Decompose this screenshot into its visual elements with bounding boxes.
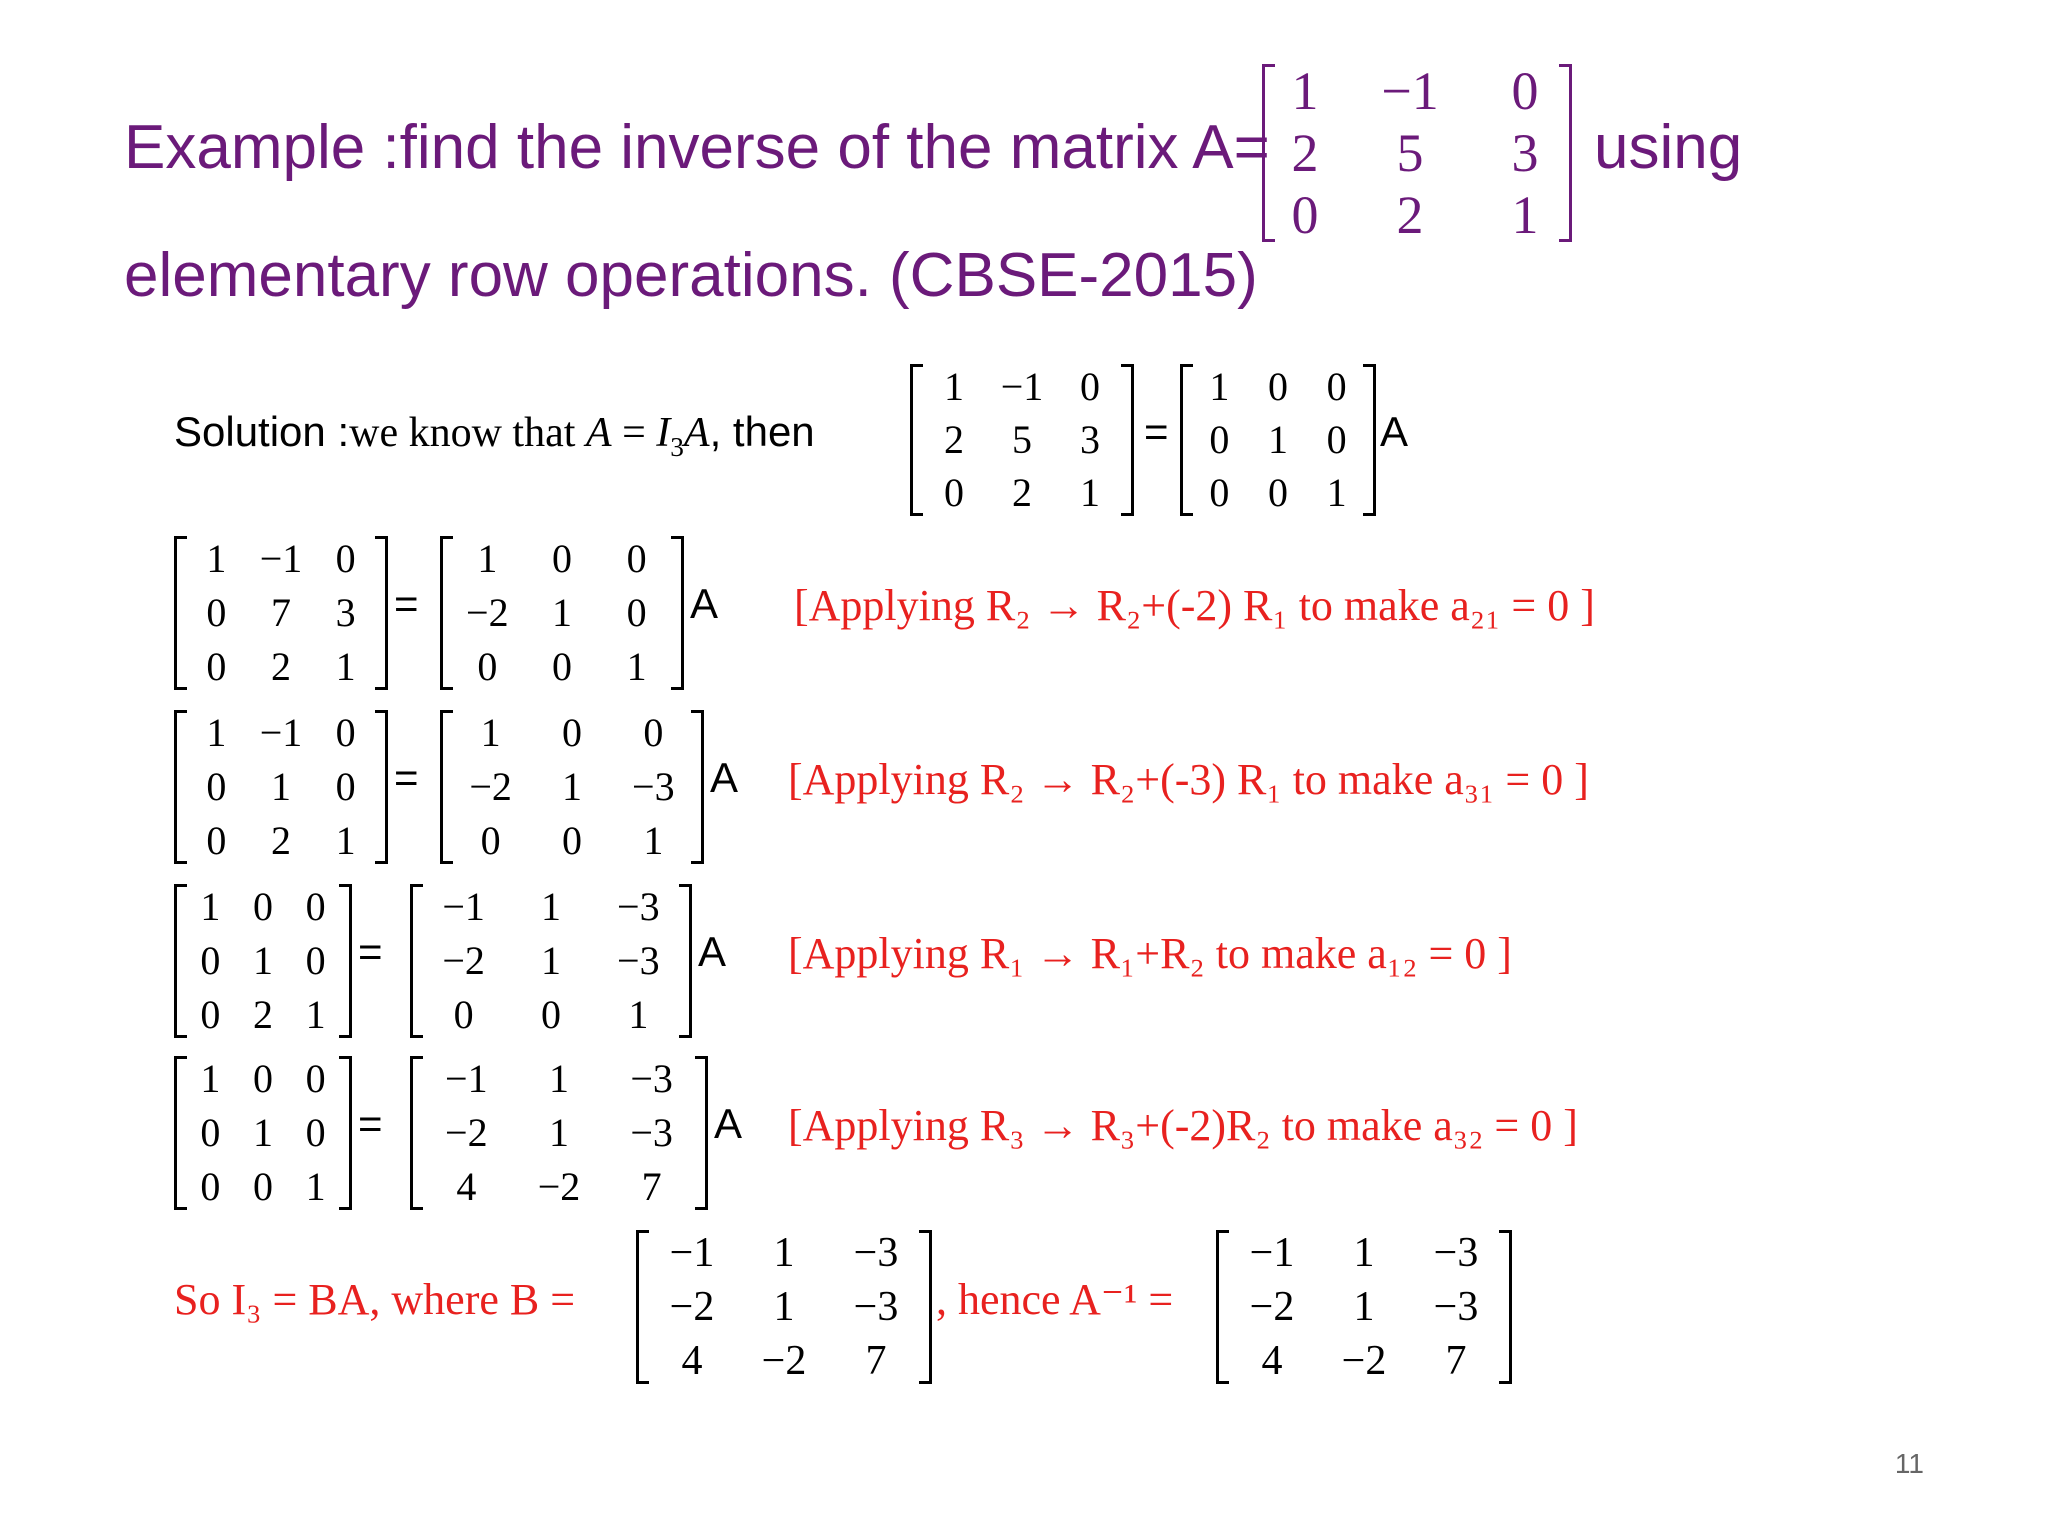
matrix-cell-r1c3: −3 [617,884,660,929]
matrix-cell-r3c3: 1 [628,992,649,1037]
step-1-equals: = [394,580,419,627]
matrix-cell-r2c3: 3 [1511,123,1539,183]
step-1-suffix: A [690,580,719,627]
matrix-cell-r3c1: 0 [200,992,221,1037]
matrix-cell-r1c3: 0 [643,710,664,755]
matrix-cell-r3c1: 0 [453,992,474,1037]
matrix-cell-r2c3: −3 [617,938,660,983]
matrix-cell-r3c2: 2 [270,818,291,863]
title-text: Example :find the inverse of the matrix A= [124,113,1270,182]
matrix-cell-r2c1: −2 [1249,1284,1295,1330]
solution-equals: = [1144,408,1169,455]
matrix-cell-r1c3: −3 [853,1230,899,1276]
then-text: , then [709,408,815,455]
matrix-cell-r1c2: 0 [561,710,582,755]
matrix-cell-r1c1: 1 [1291,61,1319,121]
var-A2: A [683,410,710,456]
matrix-cell-r2c2: 1 [540,938,561,983]
matrix-cell-r3c2: 2 [1396,185,1424,245]
matrix-cell-r1c3: 0 [335,710,356,755]
matrix-cell-r2c2: 1 [252,1110,273,1155]
solution-label: Solution : [174,408,350,455]
matrix-cell-r3c2: 2 [252,992,273,1037]
matrix-cell-r2c1: 0 [200,938,221,983]
matrix-cell-r1c2: 1 [1353,1230,1375,1276]
matrix-cell-r1c3: 0 [305,1056,326,1101]
matrix-cell-r2c2: 1 [548,1110,569,1155]
matrix-cell-r1c1: 1 [200,1056,221,1101]
matrix-cell-r3c1: 0 [206,644,227,689]
matrix-cell-r1c3: −3 [1433,1230,1479,1276]
var-I: I [656,410,671,456]
matrix-cell-r3c1: 0 [944,470,964,516]
matrix-cell-r2c1: 0 [206,590,227,635]
step-4-note: [Applying R₃ → R₃+(-2)R₂ to make a₃₂ = 0 ] [788,1101,1578,1150]
sub-3: 3 [670,431,684,462]
conclusion-text-2: , hence A⁻¹ = [936,1275,1174,1324]
step-2-suffix: A [710,754,739,801]
step-1-lhs-matrix [174,532,388,694]
matrix-cell-r3c3: 1 [626,644,647,689]
matrix-cell-r3c3: 1 [305,1164,326,1209]
matrix-cell-r1c1: −1 [442,884,485,929]
matrix-cell-r2c1: 0 [206,764,227,809]
matrix-cell-r2c1: −2 [445,1110,488,1155]
matrix-cell-r1c1: −1 [445,1056,488,1101]
matrix-cell-r3c1: 4 [1261,1338,1283,1384]
matrix-cell-r3c2: −2 [761,1338,807,1384]
matrix-cell-r2c3: −3 [853,1284,899,1330]
step-1-rhs-matrix [440,532,684,694]
step-2-rhs-matrix [440,706,704,868]
matrix-cell-r3c3: 1 [335,818,356,863]
matrix-cell-r3c1: 0 [477,644,498,689]
matrix-cell-r3c1: 0 [1291,185,1319,245]
matrix-cell-r2c3: 0 [335,764,356,809]
matrix-cell-r1c3: 0 [335,536,356,581]
matrix-cell-r3c3: 1 [643,818,664,863]
matrix-cell-r2c3: 0 [1326,416,1347,462]
matrix-cell-r1c1: 1 [206,710,227,755]
matrix-cell-r2c2: 1 [773,1284,795,1330]
step-3-suffix: A [698,928,727,975]
matrix-cell-r1c2: 0 [252,884,273,929]
matrix-cell-r1c1: 1 [477,536,498,581]
matrix-cell-r2c3: 3 [1080,416,1100,462]
step-1-note: [Applying R₂ → R₂+(-2) R₁ to make a₂₁ = 0 ] [794,581,1595,630]
matrix-cell-r3c1: 0 [480,818,501,863]
matrix-cell-r1c3: 0 [1511,61,1539,121]
matrix-cell-r2c1: 0 [1209,416,1230,462]
matrix-cell-r3c3: 1 [305,992,326,1037]
matrix-cell-r2c2: 1 [551,590,572,635]
matrix-cell-r3c2: 2 [270,644,291,689]
matrix-cell-r1c2: −1 [1000,363,1044,409]
matrix-cell-r3c1: 4 [456,1164,477,1209]
matrix-cell-r2c2: 1 [1267,416,1288,462]
matrix-cell-r2c3: −3 [632,764,675,809]
matrix-cell-r2c1: 2 [944,416,964,462]
matrix-cell-r2c2: 5 [1396,123,1424,183]
solution-rhs-matrix [1180,360,1376,520]
step-2-note: [Applying R₂ → R₂+(-3) R₁ to make a₃₁ = 0 ] [788,755,1589,804]
matrix-cell-r3c3: 1 [1080,470,1100,516]
matrix-cell-r2c1: −2 [466,590,509,635]
title-line-2: elementary row operations. (CBSE-2015) [124,241,1258,310]
matrix-cell-r1c2: −1 [1381,61,1439,121]
solution-suffix: A [1380,408,1409,455]
eq-sign: = [611,410,657,456]
matrix-cell-r2c1: 0 [200,1110,221,1155]
matrix-cell-r1c1: 1 [480,710,501,755]
matrix-cell-r2c3: −3 [630,1110,673,1155]
matrix-cell-r3c2: 0 [540,992,561,1037]
matrix-cell-r3c1: 0 [200,1164,221,1209]
matrix-cell-r1c2: 0 [551,536,572,581]
matrix-cell-r3c2: 0 [561,818,582,863]
matrix-cell-r2c1: 2 [1291,123,1319,183]
solution-lhs-matrix [910,360,1134,520]
matrix-cell-r3c1: 0 [206,818,227,863]
matrix-cell-r2c3: 0 [305,1110,326,1155]
solution-text: we know that [349,410,586,456]
matrix-cell-r2c3: 0 [626,590,647,635]
step-2-lhs-matrix [174,706,388,868]
matrix-cell-r1c2: 1 [548,1056,569,1101]
matrix-cell-r1c2: −1 [259,536,303,581]
page-number: 11 [1894,1448,1924,1479]
matrix-cell-r3c3: 7 [1445,1338,1467,1384]
matrix-cell-r2c1: −2 [469,764,512,809]
matrix-cell-r2c1: −2 [442,938,485,983]
conclusion-text-1: So I₃ = BA, where B = [174,1275,576,1324]
matrix-cell-r1c3: 0 [1080,363,1100,409]
matrix-cell-r3c3: 1 [335,644,356,689]
matrix-cell-r1c1: −1 [669,1230,715,1276]
step-3-note: [Applying R₁ → R₁+R₂ to make a₁₂ = 0 ] [788,929,1512,978]
solution-intro [174,408,815,462]
step-4-lhs-matrix [174,1052,352,1214]
matrix-cell-r3c1: 4 [681,1338,703,1384]
step-4-equals: = [358,1100,383,1147]
matrix-cell-r1c1: 1 [206,536,227,581]
matrix-cell-r2c1: −2 [669,1284,715,1330]
step-3-lhs-matrix [174,880,352,1042]
matrix-B [636,1226,932,1388]
matrix-cell-r3c3: 7 [865,1338,887,1384]
matrix-cell-r2c2: 5 [1012,416,1032,462]
matrix-cell-r1c1: 1 [200,884,221,929]
step-3-equals: = [358,928,383,975]
matrix-cell-r2c3: −3 [1433,1284,1479,1330]
matrix-cell-r1c1: −1 [1249,1230,1295,1276]
matrix-cell-r3c2: 0 [252,1164,273,1209]
matrix-cell-r3c1: 0 [1209,470,1230,516]
matrix-cell-r3c2: −2 [537,1164,581,1209]
step-4-rhs-matrix [410,1052,708,1214]
title-line-1 [124,112,1270,183]
title-matrix-A [1262,60,1572,246]
matrix-cell-r2c2: 1 [252,938,273,983]
matrix-cell-r1c3: −3 [630,1056,673,1101]
matrix-cell-r1c2: −1 [259,710,303,755]
matrix-cell-r1c1: 1 [944,363,964,409]
matrix-cell-r3c2: 2 [1012,470,1032,516]
matrix-cell-r1c3: 0 [626,536,647,581]
matrix-cell-r3c3: 7 [641,1164,662,1209]
matrix-cell-r2c2: 1 [1353,1284,1375,1330]
title-using: using [1594,113,1743,182]
step-4-suffix: A [714,1100,743,1147]
matrix-cell-r1c2: 0 [1267,363,1288,409]
matrix-cell-r1c2: 0 [252,1056,273,1101]
matrix-cell-r3c2: 0 [551,644,572,689]
matrix-A-inverse [1216,1226,1512,1388]
matrix-cell-r3c3: 1 [1511,185,1539,245]
matrix-cell-r2c2: 1 [270,764,291,809]
matrix-cell-r2c3: 3 [335,590,356,635]
matrix-cell-r2c2: 7 [270,590,291,635]
matrix-cell-r1c3: 0 [305,884,326,929]
matrix-cell-r3c2: −2 [1341,1338,1387,1384]
matrix-cell-r1c2: 1 [540,884,561,929]
matrix-cell-r2c3: 0 [305,938,326,983]
matrix-cell-r2c2: 1 [561,764,582,809]
matrix-cell-r1c3: 0 [1326,363,1347,409]
matrix-cell-r1c2: 1 [773,1230,795,1276]
matrix-cell-r1c1: 1 [1209,363,1230,409]
step-2-equals: = [394,754,419,801]
matrix-cell-r3c2: 0 [1267,470,1288,516]
matrix-cell-r3c3: 1 [1326,470,1347,516]
step-3-rhs-matrix [410,880,692,1042]
var-A: A [585,410,612,456]
